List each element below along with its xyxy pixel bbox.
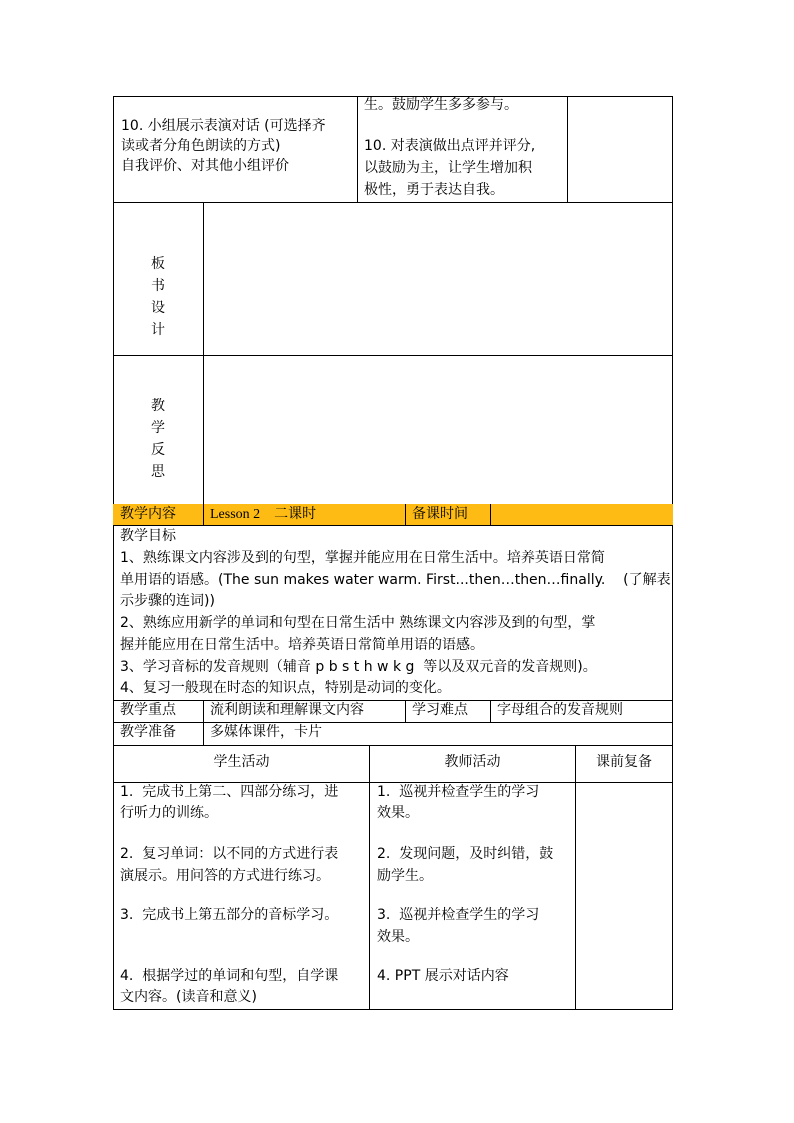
top-teacher-line-2: 以鼓励为主，让学生增加积	[364, 160, 532, 176]
top-student-line-1: 10. 小组展示表演对话 (可选择齐	[121, 118, 326, 134]
board-label-char: 设	[151, 300, 165, 316]
top-student-line-2: 读或者分角色朗读的方式)	[121, 138, 281, 154]
goal-line: 4、复习一般现在时态的知识点，特别是动词的变化。	[120, 680, 451, 696]
key-points-label: 教学重点	[120, 702, 176, 718]
top-student-line-3: 自我评价、对其他小组评价	[121, 158, 289, 174]
top-teacher-line-0: 生。鼓励学生多多参与。	[364, 97, 518, 113]
goal-line: 示步骤的连词))	[120, 593, 215, 609]
reflection-content[interactable]	[204, 356, 672, 504]
board-design-label	[148, 253, 168, 341]
top-teacher-line-1: 10. 对表演做出点评并评分,	[364, 138, 536, 154]
teacher-activity-4-line-1: 4. PPT 展示对话内容	[377, 968, 509, 984]
student-activity-2-line-2: 演展示。用问答的方式进行练习。	[120, 868, 330, 884]
prep-time-label: 备课时间	[412, 506, 468, 522]
teacher-activity-3-line-1: 3. 巡视并检查学生的学习	[377, 907, 540, 923]
goal-line: 2、熟练应用新学的单词和句型在日常生活中 熟练课文内容涉及到的句型，掌	[120, 615, 596, 631]
goal-line: 3、学习音标的发音规则（辅音 p b s t h w k g 等以及双元音的发音规则)。	[120, 659, 597, 675]
board-design-content[interactable]	[204, 203, 672, 355]
student-activity-1-line-1: 1. 完成书上第二、四部分练习，进	[120, 784, 339, 800]
board-label-char: 板	[151, 256, 165, 272]
header-review: 课前复备	[596, 754, 652, 770]
reflection-label-char: 教	[151, 398, 165, 414]
teacher-activity-1-line-2: 效果。	[377, 805, 419, 821]
lesson-value: Lesson 2 二课时	[210, 507, 317, 522]
preparation-value: 多媒体课件，卡片	[210, 724, 322, 740]
top-teacher-line-3: 极性，勇于表达自我。	[364, 182, 504, 198]
preparation-label: 教学准备	[120, 724, 176, 740]
difficulty-value: 字母组合的发音规则	[497, 702, 623, 718]
student-activity-2-line-1: 2. 复习单词：以不同的方式进行表	[120, 846, 339, 862]
reflection-label-char: 反	[151, 442, 165, 458]
goal-line: 单用语的语感。(The sun makes water warm. First...then…then…finally. (了解表	[120, 572, 671, 588]
difficulty-label: 学习难点	[412, 702, 468, 718]
goal-line: 握并能应用在日常生活中。培养英语日常简单用语的语感。	[120, 637, 484, 653]
goals-title: 教学目标	[120, 528, 176, 544]
board-label-char: 书	[151, 278, 165, 294]
student-activity-4-line-2: 文内容。(读音和意义)	[120, 989, 257, 1005]
header-student-activity: 学生活动	[213, 754, 270, 770]
reflection-label	[148, 395, 168, 483]
student-activity-1-line-2: 行听力的训练。	[120, 805, 218, 821]
student-activity-4-line-1: 4. 根据学过的单词和句型，自学课	[120, 968, 339, 984]
teacher-activity-2-line-2: 励学生。	[377, 868, 433, 884]
teacher-activity-3-line-2: 效果。	[377, 929, 419, 945]
content-label: 教学内容	[120, 506, 176, 522]
review-notes-cell[interactable]	[576, 783, 672, 1009]
reflection-label-char: 思	[151, 464, 165, 480]
prep-time-value[interactable]	[496, 504, 666, 525]
teacher-activity-2-line-1: 2. 发现问题，及时纠错，鼓	[377, 846, 554, 862]
header-teacher-activity: 教师活动	[444, 754, 501, 770]
student-activity-3-line-1: 3. 完成书上第五部分的音标学习。	[120, 907, 339, 923]
teacher-activity-1-line-1: 1. 巡视并检查学生的学习	[377, 784, 540, 800]
board-label-char: 计	[151, 322, 165, 338]
key-points-value: 流利朗读和理解课文内容	[210, 702, 364, 718]
reflection-label-char: 学	[151, 420, 165, 436]
goal-line: 1、熟练课文内容涉及到的句型，掌握并能应用在日常生活中。培养英语日常简	[120, 550, 605, 566]
